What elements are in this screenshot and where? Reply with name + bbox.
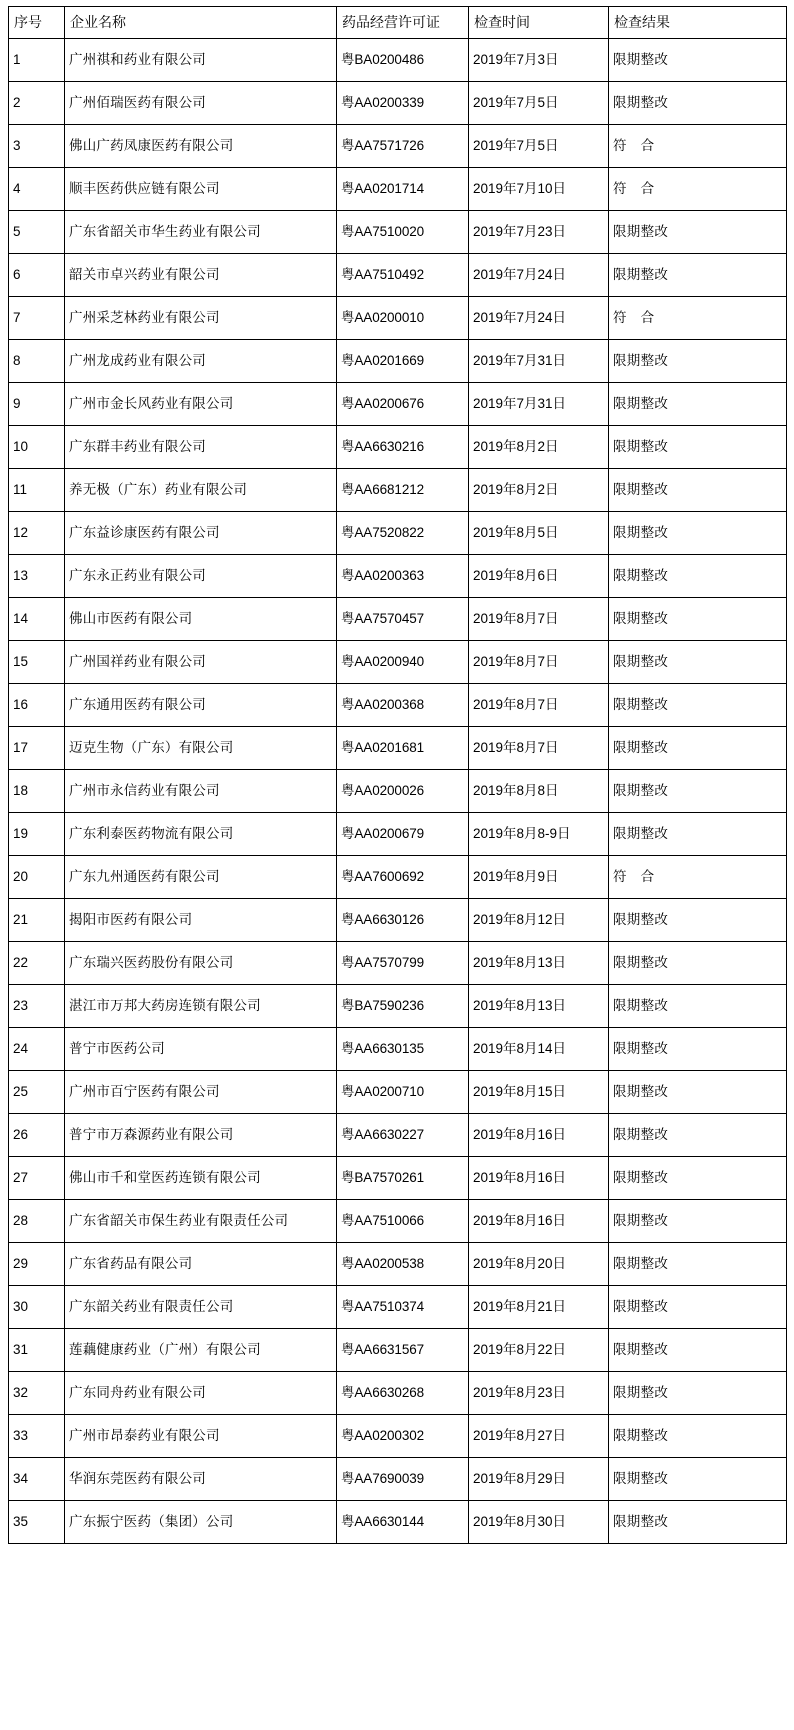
table-row [9,770,787,813]
cell-result: 限期整改 [609,1157,787,1200]
cell-index: 32 [9,1372,65,1415]
table-row [9,1157,787,1200]
cell-result: 限期整改 [609,899,787,942]
cell-license: 粤AA6630126 [337,899,469,942]
cell-result: 限期整改 [609,254,787,297]
cell-license: 粤AA0200538 [337,1243,469,1286]
cell-license: 粤AA0201681 [337,727,469,770]
column-header-license: 药品经营许可证 [337,7,469,39]
cell-index: 10 [9,426,65,469]
cell-company-name: 普宁市万森源药业有限公司 [65,1114,337,1157]
cell-index: 24 [9,1028,65,1071]
cell-result: 限期整改 [609,813,787,856]
cell-company-name: 广州市永信药业有限公司 [65,770,337,813]
table-row [9,254,787,297]
cell-result: 限期整改 [609,1071,787,1114]
cell-license: 粤AA7600692 [337,856,469,899]
cell-license: 粤AA7510066 [337,1200,469,1243]
cell-index: 28 [9,1200,65,1243]
cell-index: 1 [9,39,65,82]
column-header-index: 序号 [9,7,65,39]
cell-license: 粤BA0200486 [337,39,469,82]
cell-index: 11 [9,469,65,512]
table-row [9,1243,787,1286]
cell-inspection-date: 2019年8月23日 [469,1372,609,1415]
table-header-row [9,7,787,39]
cell-inspection-date: 2019年8月21日 [469,1286,609,1329]
cell-license: 粤AA7510492 [337,254,469,297]
cell-index: 12 [9,512,65,555]
cell-company-name: 迈克生物（广东）有限公司 [65,727,337,770]
cell-company-name: 养无极（广东）药业有限公司 [65,469,337,512]
cell-result: 限期整改 [609,684,787,727]
cell-company-name: 普宁市医药公司 [65,1028,337,1071]
cell-index: 8 [9,340,65,383]
cell-company-name: 广东韶关药业有限责任公司 [65,1286,337,1329]
cell-inspection-date: 2019年8月8日 [469,770,609,813]
cell-result: 限期整改 [609,512,787,555]
cell-inspection-date: 2019年8月12日 [469,899,609,942]
column-header-inspection-date: 检查时间 [469,7,609,39]
cell-company-name: 揭阳市医药有限公司 [65,899,337,942]
cell-result: 限期整改 [609,211,787,254]
cell-license: 粤BA7590236 [337,985,469,1028]
cell-inspection-date: 2019年8月20日 [469,1243,609,1286]
table-body [9,39,787,1544]
cell-index: 33 [9,1415,65,1458]
cell-company-name: 湛江市万邦大药房连锁有限公司 [65,985,337,1028]
cell-company-name: 广州市百宁医药有限公司 [65,1071,337,1114]
cell-index: 5 [9,211,65,254]
cell-inspection-date: 2019年8月14日 [469,1028,609,1071]
cell-license: 粤AA0200302 [337,1415,469,1458]
cell-result: 符 合 [609,297,787,340]
cell-license: 粤AA7570799 [337,942,469,985]
cell-inspection-date: 2019年7月24日 [469,297,609,340]
cell-index: 13 [9,555,65,598]
cell-company-name: 广东九州通医药有限公司 [65,856,337,899]
cell-inspection-date: 2019年7月31日 [469,383,609,426]
table-row [9,211,787,254]
table-row [9,598,787,641]
cell-inspection-date: 2019年8月27日 [469,1415,609,1458]
cell-inspection-date: 2019年8月30日 [469,1501,609,1544]
cell-result: 限期整改 [609,770,787,813]
column-header-company-name: 企业名称 [65,7,337,39]
cell-license: 粤AA0201669 [337,340,469,383]
cell-index: 2 [9,82,65,125]
cell-result: 限期整改 [609,82,787,125]
cell-license: 粤AA0200710 [337,1071,469,1114]
cell-company-name: 广州佰瑞医药有限公司 [65,82,337,125]
cell-index: 22 [9,942,65,985]
table-row [9,985,787,1028]
cell-result: 限期整改 [609,39,787,82]
cell-license: 粤AA0200339 [337,82,469,125]
table-row [9,942,787,985]
cell-index: 31 [9,1329,65,1372]
cell-company-name: 佛山市千和堂医药连锁有限公司 [65,1157,337,1200]
cell-index: 4 [9,168,65,211]
table-row [9,426,787,469]
cell-company-name: 广州市金长风药业有限公司 [65,383,337,426]
cell-inspection-date: 2019年8月13日 [469,985,609,1028]
cell-inspection-date: 2019年7月5日 [469,82,609,125]
cell-license: 粤AA6631567 [337,1329,469,1372]
cell-result: 限期整改 [609,340,787,383]
cell-index: 26 [9,1114,65,1157]
cell-company-name: 广东省韶关市保生药业有限责任公司 [65,1200,337,1243]
cell-result: 符 合 [609,125,787,168]
table-row [9,512,787,555]
table-row [9,899,787,942]
table-row [9,1458,787,1501]
cell-result: 限期整改 [609,1329,787,1372]
cell-index: 30 [9,1286,65,1329]
table-row [9,1286,787,1329]
table-row [9,383,787,426]
cell-inspection-date: 2019年8月16日 [469,1200,609,1243]
cell-result: 限期整改 [609,1114,787,1157]
table-row [9,641,787,684]
cell-inspection-date: 2019年7月3日 [469,39,609,82]
cell-index: 6 [9,254,65,297]
cell-company-name: 广州市昂泰药业有限公司 [65,1415,337,1458]
cell-license: 粤AA7570457 [337,598,469,641]
cell-index: 34 [9,1458,65,1501]
cell-license: 粤AA0200010 [337,297,469,340]
cell-result: 限期整改 [609,1243,787,1286]
cell-company-name: 广州国祥药业有限公司 [65,641,337,684]
cell-company-name: 广州采芝林药业有限公司 [65,297,337,340]
cell-company-name: 广东益诊康医药有限公司 [65,512,337,555]
table-row [9,297,787,340]
table-row [9,1114,787,1157]
table-row [9,39,787,82]
cell-index: 25 [9,1071,65,1114]
cell-license: 粤AA0200676 [337,383,469,426]
cell-result: 符 合 [609,168,787,211]
cell-index: 9 [9,383,65,426]
cell-inspection-date: 2019年8月2日 [469,426,609,469]
cell-inspection-date: 2019年8月29日 [469,1458,609,1501]
cell-inspection-date: 2019年8月7日 [469,684,609,727]
cell-inspection-date: 2019年7月23日 [469,211,609,254]
cell-index: 16 [9,684,65,727]
cell-inspection-date: 2019年7月24日 [469,254,609,297]
cell-result: 限期整改 [609,555,787,598]
cell-company-name: 莲藕健康药业（广州）有限公司 [65,1329,337,1372]
cell-license: 粤AA0200940 [337,641,469,684]
cell-result: 限期整改 [609,1286,787,1329]
cell-license: 粤AA0201714 [337,168,469,211]
cell-license: 粤AA6630227 [337,1114,469,1157]
cell-result: 符 合 [609,856,787,899]
cell-company-name: 广东永正药业有限公司 [65,555,337,598]
cell-index: 3 [9,125,65,168]
cell-index: 23 [9,985,65,1028]
cell-company-name: 广州龙成药业有限公司 [65,340,337,383]
cell-inspection-date: 2019年8月22日 [469,1329,609,1372]
cell-license: 粤AA6681212 [337,469,469,512]
cell-result: 限期整改 [609,1028,787,1071]
cell-index: 35 [9,1501,65,1544]
cell-index: 14 [9,598,65,641]
table-row [9,813,787,856]
table-row [9,1372,787,1415]
table-row [9,727,787,770]
cell-license: 粤AA7571726 [337,125,469,168]
cell-index: 7 [9,297,65,340]
cell-inspection-date: 2019年8月9日 [469,856,609,899]
table-row [9,1200,787,1243]
cell-company-name: 广东群丰药业有限公司 [65,426,337,469]
cell-result: 限期整改 [609,426,787,469]
cell-company-name: 佛山市医药有限公司 [65,598,337,641]
cell-result: 限期整改 [609,1458,787,1501]
table-row [9,1028,787,1071]
cell-inspection-date: 2019年8月13日 [469,942,609,985]
cell-company-name: 韶关市卓兴药业有限公司 [65,254,337,297]
cell-index: 17 [9,727,65,770]
cell-inspection-date: 2019年8月2日 [469,469,609,512]
cell-license: 粤AA6630135 [337,1028,469,1071]
cell-company-name: 广东通用医药有限公司 [65,684,337,727]
cell-result: 限期整改 [609,942,787,985]
cell-license: 粤AA7690039 [337,1458,469,1501]
cell-license: 粤AA0200363 [337,555,469,598]
cell-company-name: 佛山广药凤康医药有限公司 [65,125,337,168]
table-row [9,125,787,168]
cell-index: 21 [9,899,65,942]
cell-company-name: 广东瑞兴医药股份有限公司 [65,942,337,985]
table-row [9,340,787,383]
cell-inspection-date: 2019年8月7日 [469,727,609,770]
cell-inspection-date: 2019年8月8-9日 [469,813,609,856]
cell-company-name: 广东利泰医药物流有限公司 [65,813,337,856]
inspection-results-table [8,6,787,1544]
cell-company-name: 华润东莞医药有限公司 [65,1458,337,1501]
cell-license: 粤AA7510020 [337,211,469,254]
cell-license: 粤AA6630216 [337,426,469,469]
cell-inspection-date: 2019年7月31日 [469,340,609,383]
cell-company-name: 广州祺和药业有限公司 [65,39,337,82]
cell-license: 粤AA7510374 [337,1286,469,1329]
cell-inspection-date: 2019年8月7日 [469,641,609,684]
cell-license: 粤AA0200368 [337,684,469,727]
table-header [9,7,787,39]
cell-inspection-date: 2019年7月5日 [469,125,609,168]
cell-index: 27 [9,1157,65,1200]
cell-license: 粤AA0200026 [337,770,469,813]
cell-inspection-date: 2019年8月15日 [469,1071,609,1114]
table-row [9,1501,787,1544]
table-row [9,856,787,899]
table-row [9,82,787,125]
cell-result: 限期整改 [609,383,787,426]
cell-company-name: 广东省韶关市华生药业有限公司 [65,211,337,254]
table-row [9,168,787,211]
cell-company-name: 顺丰医药供应链有限公司 [65,168,337,211]
cell-company-name: 广东同舟药业有限公司 [65,1372,337,1415]
cell-result: 限期整改 [609,1501,787,1544]
cell-result: 限期整改 [609,641,787,684]
cell-license: 粤AA0200679 [337,813,469,856]
cell-license: 粤BA7570261 [337,1157,469,1200]
table-row [9,555,787,598]
cell-index: 20 [9,856,65,899]
table-row [9,1071,787,1114]
column-header-result: 检查结果 [609,7,787,39]
cell-index: 18 [9,770,65,813]
cell-index: 29 [9,1243,65,1286]
table-row [9,1415,787,1458]
table-row [9,684,787,727]
cell-inspection-date: 2019年8月6日 [469,555,609,598]
cell-result: 限期整改 [609,1200,787,1243]
cell-result: 限期整改 [609,1415,787,1458]
cell-inspection-date: 2019年8月16日 [469,1114,609,1157]
cell-inspection-date: 2019年8月5日 [469,512,609,555]
cell-inspection-date: 2019年8月7日 [469,598,609,641]
table-row [9,469,787,512]
table-row [9,1329,787,1372]
cell-index: 15 [9,641,65,684]
cell-inspection-date: 2019年8月16日 [469,1157,609,1200]
cell-inspection-date: 2019年7月10日 [469,168,609,211]
cell-result: 限期整改 [609,1372,787,1415]
cell-result: 限期整改 [609,469,787,512]
cell-result: 限期整改 [609,727,787,770]
cell-result: 限期整改 [609,985,787,1028]
cell-license: 粤AA6630144 [337,1501,469,1544]
cell-company-name: 广东省药品有限公司 [65,1243,337,1286]
cell-license: 粤AA6630268 [337,1372,469,1415]
cell-index: 19 [9,813,65,856]
cell-company-name: 广东振宁医药（集团）公司 [65,1501,337,1544]
cell-license: 粤AA7520822 [337,512,469,555]
cell-result: 限期整改 [609,598,787,641]
